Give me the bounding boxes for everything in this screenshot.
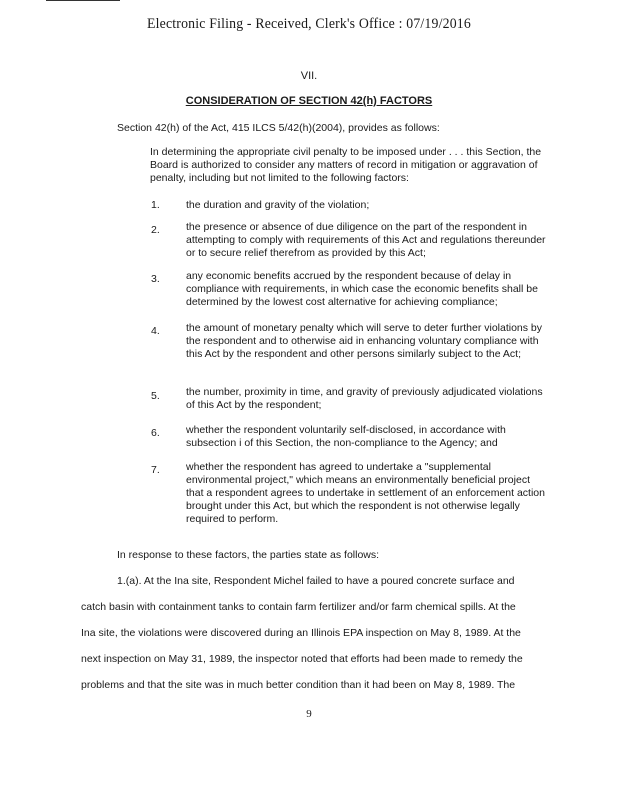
quote-intro: In determining the appropriate civil penalty to be imposed under . . . this Section, the Board is authorized to consider any matters of record in mitigation or aggravation of penalty, including but not limited to the following factors: <box>150 146 542 184</box>
factor-text: the number, proximity in time, and gravity of previously adjudicated violations of this Act by the respondent; <box>186 386 543 411</box>
factor-text: the duration and gravity of the violation; <box>186 199 370 211</box>
factor-text: any economic benefits accrued by the respondent because of delay in compliance with requirements, in which case the economic benefits shall be determined by the lowest cost alternative for achieving compliance; <box>186 270 538 308</box>
factor-number: 7. <box>151 464 160 476</box>
factor-number: 2. <box>151 224 160 236</box>
section-number: VII. <box>300 70 318 82</box>
factor-text: the presence or absence of due diligence on the part of the respondent in attempting to comply with requirements of this Act and regulations thereunder or to secure relief therefrom as provided by this Act; <box>186 221 546 259</box>
response-intro: In response to these factors, the parties state as follows: <box>117 549 380 561</box>
body-line: catch basin with containment tanks to contain farm fertilizer and/or farm chemical spills. At the <box>81 601 516 613</box>
factor-text: whether the respondent voluntarily self-disclosed, in accordance with subsection i of this Section, the non-compliance to the Agency; and <box>186 424 506 449</box>
section-title: CONSIDERATION OF SECTION 42(h) FACTORS <box>185 95 433 107</box>
filing-header: Electronic Filing - Received, Clerk's Office : 07/19/2016 <box>147 16 471 32</box>
factor-number: 6. <box>151 427 160 439</box>
body-line: next inspection on May 31, 1989, the inspector noted that efforts had been made to remedy the <box>81 653 523 665</box>
factor-number: 3. <box>151 273 160 285</box>
intro-paragraph: Section 42(h) of the Act, 415 ILCS 5/42(h)(2004), provides as follows: <box>117 122 440 134</box>
body-line: problems and that the site was in much better condition than it had been on May 8, 1989. The <box>81 679 516 691</box>
factor-text: whether the respondent has agreed to undertake a "supplemental environmental project," which means an environmentally beneficial project that a respondent agrees to undertake in settlement of an enforcement action brought under this Act, but which the respondent is not otherwise legally required to perform. <box>186 461 545 525</box>
factor-number: 1. <box>151 199 160 211</box>
factor-number: 4. <box>151 325 160 337</box>
body-line: Ina site, the violations were discovered during an Illinois EPA inspection on May 8, 1989. At the <box>81 627 521 639</box>
page-number: 9 <box>306 708 312 720</box>
top-rule <box>46 0 120 1</box>
body-line: 1.(a). At the Ina site, Respondent Michel failed to have a poured concrete surface and <box>117 575 515 587</box>
factor-number: 5. <box>151 390 160 402</box>
factor-text: the amount of monetary penalty which will serve to deter further violations by the respondent and to otherwise aid in enhancing voluntary compliance with this Act by the respondent and other persons similarly subject to the Act; <box>186 322 543 360</box>
